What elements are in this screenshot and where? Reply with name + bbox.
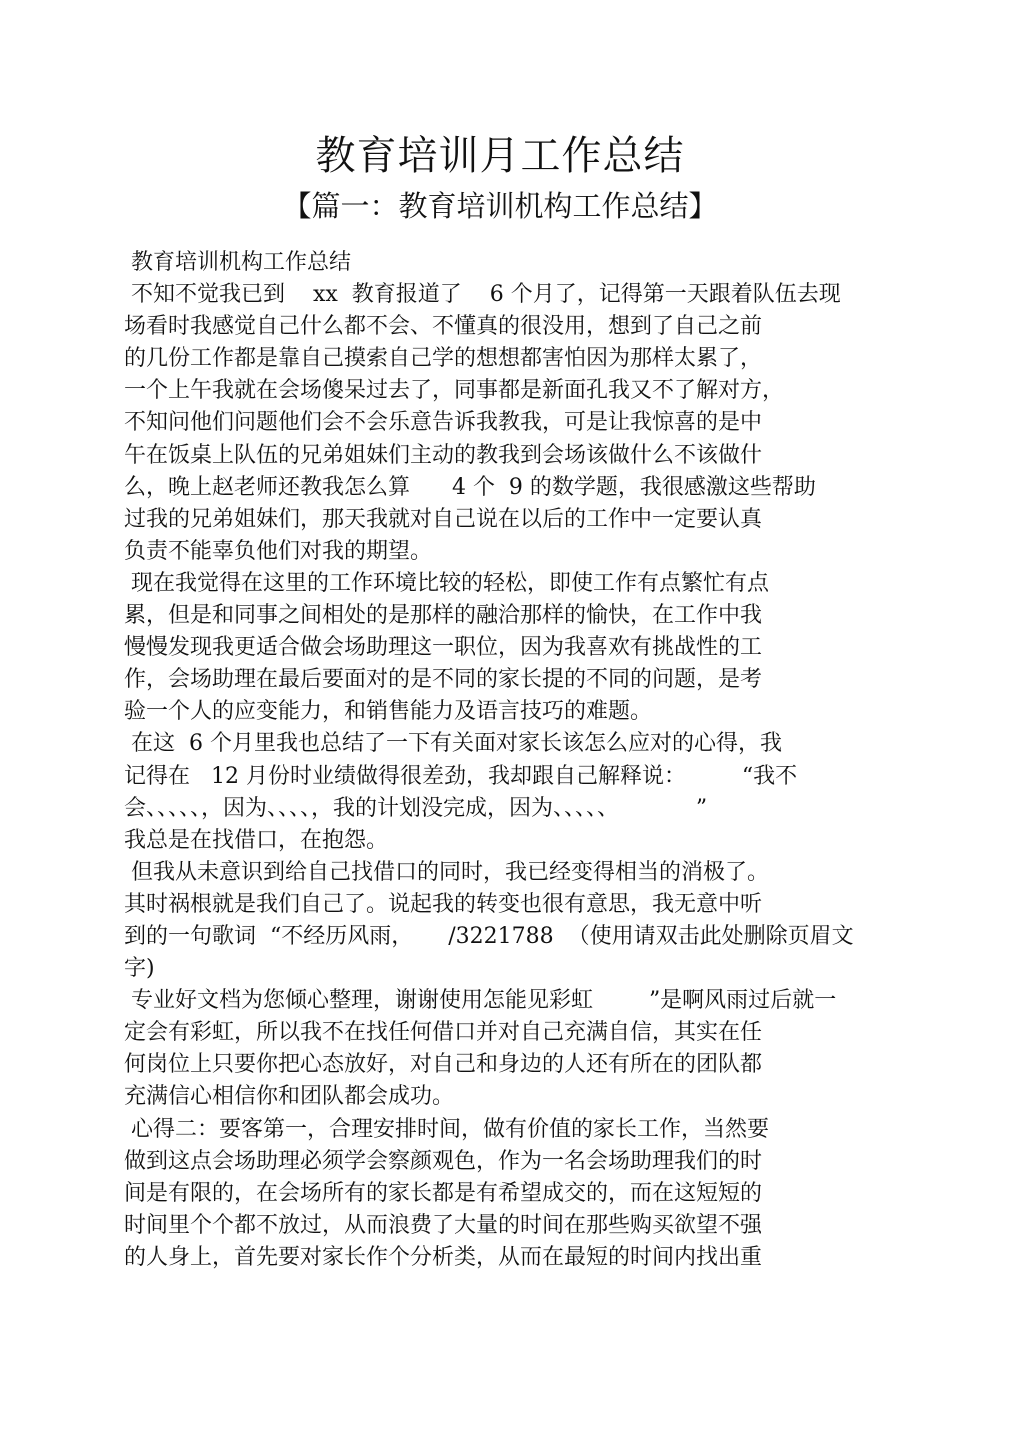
text-line: 心得二：要客第一，合理安排时间，做有价值的家长工作，当然要 bbox=[124, 1116, 769, 1142]
text-line: 记得在 12 月份时业绩做得很差劲，我却跟自己解释说： “我不 bbox=[124, 763, 798, 789]
text-line: 但我从未意识到给自己找借口的同时，我已经变得相当的消极了。 bbox=[124, 859, 769, 885]
text-line: 验一个人的应变能力，和销售能力及语言技巧的难题。 bbox=[124, 699, 653, 725]
text-line: 做到这点会场助理必须学会察颜观色，作为一名会场助理我们的时 bbox=[124, 1148, 763, 1174]
text-line: 字) bbox=[124, 956, 155, 982]
text-line: 过我的兄弟姐妹们，那天我就对自己说在以后的工作中一定要认真 bbox=[124, 506, 763, 532]
document-body bbox=[124, 247, 884, 1274]
text-line: 累，但是和同事之间相处的是那样的融洽那样的愉快，在工作中我 bbox=[124, 603, 763, 629]
text-line: 午在饭桌上队伍的兄弟姐妹们主动的教我到会场该做什么不该做什 bbox=[124, 442, 763, 468]
text-line: 充满信心相信你和团队都会成功。 bbox=[124, 1084, 455, 1110]
text-line: 作，会场助理在最后要面对的是不同的家长提的不同的问题，是考 bbox=[124, 667, 763, 693]
text-line: 不知不觉我已到 xx 教育报道了 6 个月了，记得第一天跟着队伍去现 bbox=[124, 282, 841, 308]
text-line: 场看时我感觉自己什么都不会、不懂真的很没用，想到了自己之前 bbox=[124, 314, 763, 340]
text-line: 一个上午我就在会场傻呆过去了，同事都是新面孔我又不了解对方， bbox=[124, 378, 785, 404]
text-line: 么，晚上赵老师还教我怎么算 4 个 9 的数学题，我很感激这些帮助 bbox=[124, 474, 816, 500]
text-line: 间是有限的，在会场所有的家长都是有希望成交的，而在这短短的 bbox=[124, 1180, 763, 1206]
text-line: 现在我觉得在这里的工作环境比较的轻松，即使工作有点繁忙有点 bbox=[124, 570, 769, 596]
document-subtitle: 【篇一：教育培训机构工作总结】 bbox=[282, 189, 718, 223]
text-line: 我总是在找借口，在抱怨。 bbox=[124, 827, 389, 853]
text-line: 其时祸根就是我们自己了。说起我的转变也很有意思，我无意中听 bbox=[124, 891, 763, 917]
text-line: 何岗位上只要你把心态放好，对自己和身边的人还有所在的团队都 bbox=[124, 1052, 763, 1078]
text-line: 不知问他们问题他们会不会乐意告诉我教我，可是让我惊喜的是中 bbox=[124, 410, 763, 436]
text-line: 慢慢发现我更适合做会场助理这一职位，因为我喜欢有挑战性的工 bbox=[124, 635, 763, 661]
text-line: 专业好文档为您倾心整理，谢谢使用怎能见彩虹 ”是啊风雨过后就一 bbox=[124, 988, 837, 1014]
text-line: 会、、、、、，因为、、、、，我的计划没完成，因为、、、、、 ” bbox=[124, 795, 708, 821]
text-line: 教育培训机构工作总结 bbox=[124, 250, 351, 275]
text-line: 到的一句歌词 “不经历风雨， /3221788 （使用请双击此处删除页眉文 bbox=[124, 923, 854, 949]
document-title: 教育培训月工作总结 bbox=[315, 133, 685, 179]
text-line: 负责不能辜负他们对我的期望。 bbox=[124, 538, 433, 564]
text-line: 时间里个个都不放过，从而浪费了大量的时间在那些购买欲望不强 bbox=[124, 1212, 763, 1238]
text-line: 定会有彩虹，所以我不在找任何借口并对自己充满自信，其实在任 bbox=[124, 1020, 763, 1046]
text-line: 的几份工作都是靠自己摸索自己学的想想都害怕因为那样太累了， bbox=[124, 346, 763, 372]
text-line: 的人身上，首先要对家长作个分析类，从而在最短的时间内找出重 bbox=[124, 1244, 763, 1270]
text-line: 在这 6 个月里我也总结了一下有关面对家长该怎么应对的心得，我 bbox=[124, 731, 782, 757]
